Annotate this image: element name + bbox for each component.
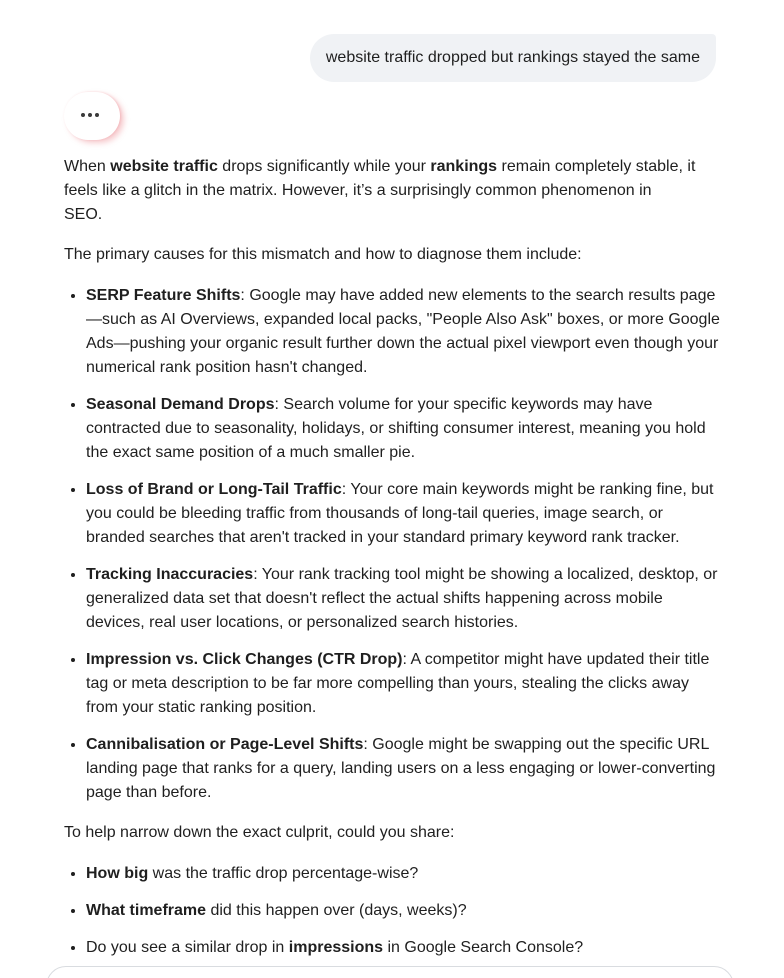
list-item: • SERP Feature Shifts: Google may have added new elements to the search results page—such as AI Overviews, expanded local packs, "People Also Ask" boxes, or more Google Ads—pushing your organic result further down the actual pixel viewport even though your numerical rank position hasn't changed.: [86, 283, 720, 380]
prompt-input-box[interactable]: [46, 966, 734, 978]
causes-lead: The primary causes for this mismatch and how to diagnose them include:: [64, 246, 582, 263]
list-item: • How big was the traffic drop percentage-wise?: [86, 861, 720, 886]
list-item: • Seasonal Demand Drops: Search volume for your specific keywords may have contracted due to seasonality, holidays, or shifting consumer interest, meaning you hold the exact same position of a much smaller pie.: [86, 392, 720, 465]
list-item: • What timeframe did this happen over (days, weeks)?: [86, 898, 720, 923]
bold-rankings: rankings: [430, 158, 498, 175]
loading-dots-icon: [81, 113, 99, 117]
list-item: • Do you see a similar drop in impressions in Google Search Console?: [86, 935, 720, 960]
assistant-response: [64, 155, 720, 976]
questions-list: [64, 861, 720, 960]
list-item: • Tracking Inaccuracies: Your rank tracking tool might be showing a localized, desktop, or generalized data set that doesn't reflect the actual shifts happening across mobile devices, real user locations, or personalized search histories.: [86, 562, 720, 635]
list-item: • Loss of Brand or Long-Tail Traffic: Your core main keywords might be ranking fine, but you could be bleeding traffic from thousands of long-tail queries, image search, or branded searches that aren't tracked in your standard primary keyword rank tracker.: [86, 477, 720, 550]
user-message-bubble: [310, 34, 716, 82]
causes-list: [64, 283, 720, 805]
user-message-text: website traffic dropped but rankings stayed the same: [325, 49, 700, 66]
list-item: • Cannibalisation or Page-Level Shifts: Google might be swapping out the specific URL landing page that ranks for a query, landing users on a less engaging or lower-converting page than before.: [86, 732, 720, 805]
list-item: • Impression vs. Click Changes (CTR Drop): A competitor might have updated their title tag or meta description to be far more compelling than yours, stealing the clicks away from your static ranking position.: [86, 647, 720, 720]
assistant-avatar: [64, 92, 120, 140]
response-intro: When website traffic drops significantly while your rankings remain completely stable, it feels like a glitch in the matrix. However, it’s a surprisingly common phenomenon in SEO.: [64, 158, 696, 223]
questions-lead: To help narrow down the exact culprit, could you share:: [64, 824, 455, 841]
bold-website-traffic: website traffic: [110, 158, 218, 175]
